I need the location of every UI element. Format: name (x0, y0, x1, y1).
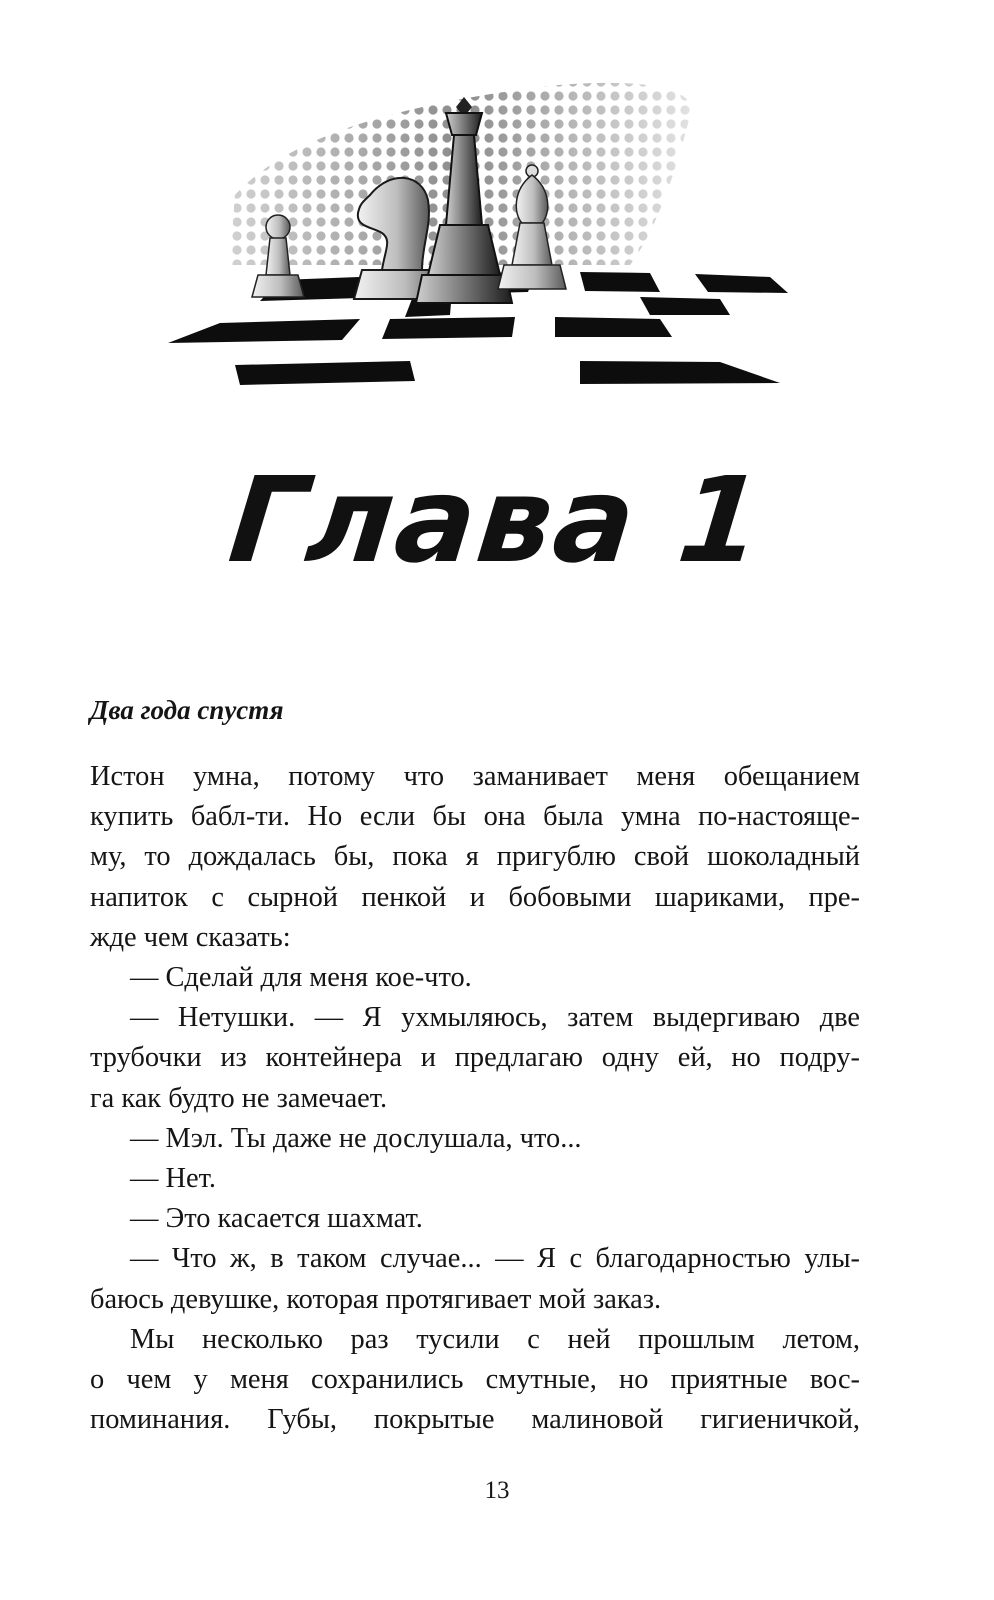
chess-illustration (160, 75, 860, 405)
text-line: купить бабл-ти. Но если бы она была умна по-настояще- (90, 801, 860, 833)
text-line: Истон умна, потому что заманивает меня обещанием (90, 761, 860, 792)
text-line: га как будто не замечает. (90, 1082, 388, 1114)
dialogue-line: — Что ж, в таком случае... — Я с благодарностью улы- (130, 1243, 860, 1275)
text-line: жде чем сказать: (90, 921, 291, 953)
dialogue-line: — Это касается шахмат. (130, 1203, 423, 1235)
dialogue-line: — Мэл. Ты даже не дослушала, что... (130, 1122, 582, 1154)
chapter-title: Глава 1 (223, 451, 771, 589)
body-text (90, 757, 860, 1440)
text-line: напиток с сырной пенкой и бобовыми шариками, пре- (90, 881, 860, 913)
dialogue-line: — Нет. (130, 1163, 216, 1195)
text-line: поминания. Губы, покрытые малиновой гигиеничкой, (90, 1404, 860, 1436)
dialogue-line: — Нетушки. — Я ухмыляюсь, затем выдергиваю две (130, 1002, 860, 1034)
dialogue-line: — Сделай для меня кое-что. (130, 962, 472, 994)
text-line: трубочки из контейнера и предлагаю одну ей, но подру- (90, 1042, 860, 1074)
paragraph-line: Мы несколько раз тусили с ней прошлым летом, (130, 1323, 860, 1355)
text-line: му, то дождалась бы, пока я пригублю свой шоколадный (90, 841, 860, 873)
page-number: 13 (484, 1477, 510, 1504)
text-line: баюсь девушке, которая протягивает мой заказ. (90, 1283, 662, 1315)
text-line: о чем у меня сохранились смутные, но приятные вос- (90, 1364, 860, 1396)
section-subtitle: Два года спустя (90, 695, 284, 725)
